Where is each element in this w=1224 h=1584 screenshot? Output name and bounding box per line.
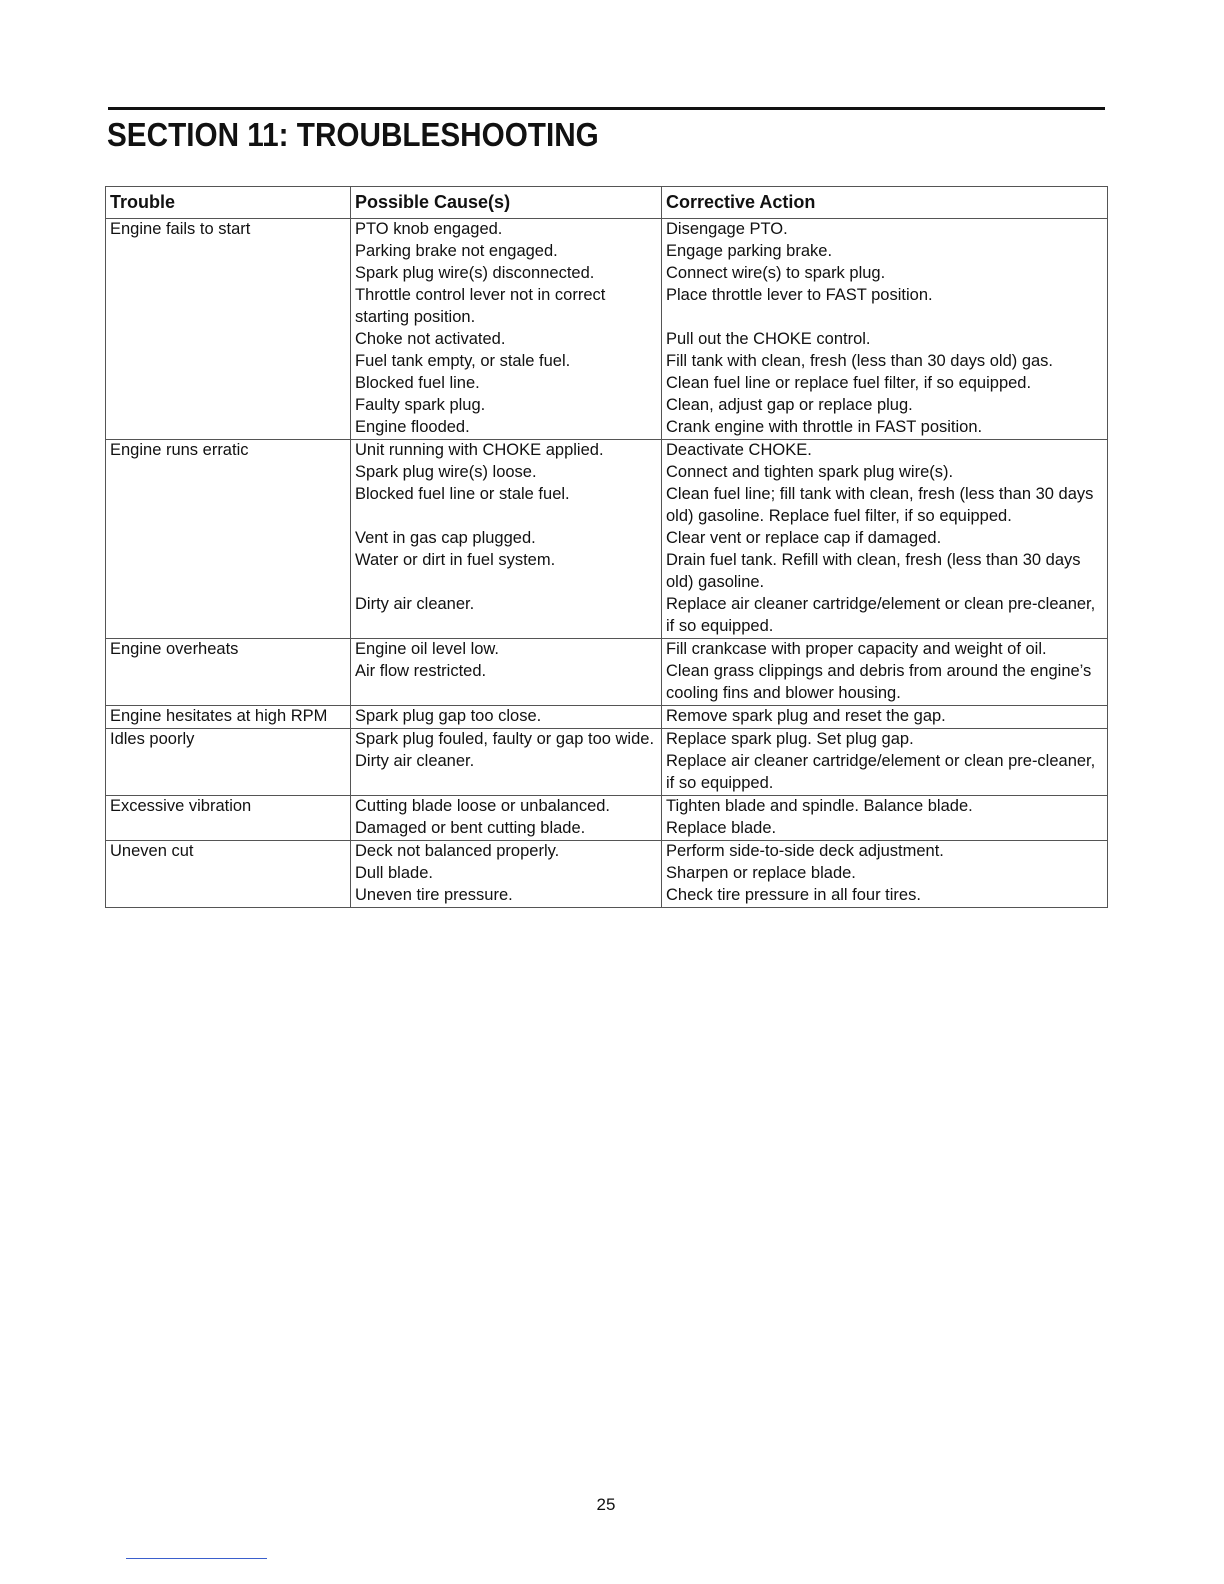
possible-cause: Spark plug gap too close. (355, 707, 542, 725)
possible-cause: Unit running with CHOKE applied. (355, 441, 604, 459)
corrective-action: Drain fuel tank. Refill with clean, fresh (less than 30 days old) gasoline. (666, 551, 1081, 591)
troubleshooting-table (105, 186, 1108, 908)
table-row (106, 440, 1108, 639)
corrective-action: Disengage PTO. (666, 220, 788, 238)
causes-cell (351, 841, 662, 908)
section-title: SECTION 11: TROUBLESHOOTING (107, 116, 599, 153)
trouble-cell: Idles poorly (106, 729, 351, 796)
possible-cause: Parking brake not engaged. (355, 242, 558, 260)
corrective-action: Pull out the CHOKE control. (666, 330, 871, 348)
corrective-action: Sharpen or replace blade. (666, 864, 856, 882)
causes-cell (351, 729, 662, 796)
corrective-action: Replace air cleaner cartridge/element or clean pre-cleaner, if so equipped. (666, 752, 1096, 792)
causes-cell (351, 796, 662, 841)
table-row (106, 639, 1108, 706)
page-number: 25 (596, 1495, 616, 1514)
corrective-action: Tighten blade and spindle. Balance blade. (666, 797, 973, 815)
possible-cause: Engine flooded. (355, 418, 470, 436)
possible-cause: Deck not balanced properly. (355, 842, 560, 860)
table-header-row (106, 187, 1108, 219)
possible-cause: Dirty air cleaner. (355, 752, 475, 770)
corrective-action: Deactivate CHOKE. (666, 441, 812, 459)
header-corrective-action: Corrective Action (662, 187, 1108, 219)
possible-cause: PTO knob engaged. (355, 220, 503, 238)
possible-cause: Spark plug wire(s) disconnected. (355, 264, 595, 282)
section-top-rule (108, 107, 1105, 110)
header-possible-causes: Possible Cause(s) (351, 187, 662, 219)
corrective-action: Fill crankcase with proper capacity and weight of oil. (666, 640, 1047, 658)
trouble-cell: Engine fails to start (106, 219, 351, 440)
corrective-action: Clean grass clippings and debris from around the engine’s cooling fins and blower housing. (666, 662, 1092, 702)
corrective-action: Connect and tighten spark plug wire(s). (666, 463, 954, 481)
trouble-cell: Excessive vibration (106, 796, 351, 841)
trouble-cell: Uneven cut (106, 841, 351, 908)
possible-cause: Spark plug wire(s) loose. (355, 463, 537, 481)
table-row (106, 729, 1108, 796)
causes-cell (351, 440, 662, 639)
possible-cause: Faulty spark plug. (355, 396, 486, 414)
corrective-action: Check tire pressure in all four tires. (666, 886, 921, 904)
corrective-action: Crank engine with throttle in FAST position. (666, 418, 983, 436)
possible-cause: Dull blade. (355, 864, 433, 882)
corrective-action: Replace blade. (666, 819, 777, 837)
causes-cell (351, 706, 662, 729)
possible-cause: Engine oil level low. (355, 640, 500, 658)
actions-cell (662, 729, 1108, 796)
table-row (106, 219, 1108, 440)
possible-cause: Spark plug fouled, faulty or gap too wide. (355, 730, 655, 748)
trouble-cell: Engine runs erratic (106, 440, 351, 639)
possible-cause: Water or dirt in fuel system. (355, 551, 556, 569)
corrective-action: Engage parking brake. (666, 242, 833, 260)
table-row (106, 796, 1108, 841)
possible-cause: Fuel tank empty, or stale fuel. (355, 352, 571, 370)
actions-cell (662, 440, 1108, 639)
trouble-cell: Engine overheats (106, 639, 351, 706)
corrective-action: Clean, adjust gap or replace plug. (666, 396, 913, 414)
corrective-action: Perform side-to-side deck adjustment. (666, 842, 944, 860)
corrective-action: Clear vent or replace cap if damaged. (666, 529, 942, 547)
actions-cell (662, 706, 1108, 729)
corrective-action: Clean fuel line or replace fuel filter, if so equipped. (666, 374, 1032, 392)
causes-cell (351, 639, 662, 706)
possible-cause: Throttle control lever not in correct starting position. (355, 286, 606, 326)
actions-cell (662, 841, 1108, 908)
possible-cause: Damaged or bent cutting blade. (355, 819, 586, 837)
actions-cell (662, 796, 1108, 841)
possible-cause: Choke not activated. (355, 330, 506, 348)
corrective-action: Fill tank with clean, fresh (less than 30 days old) gas. (666, 352, 1054, 370)
corrective-action: Replace spark plug. Set plug gap. (666, 730, 914, 748)
actions-cell (662, 219, 1108, 440)
header-trouble: Trouble (106, 187, 351, 219)
footer-rule (126, 1558, 267, 1559)
table-row (106, 841, 1108, 908)
causes-cell (351, 219, 662, 440)
corrective-action: Remove spark plug and reset the gap. (666, 707, 946, 725)
corrective-action: Clean fuel line; fill tank with clean, fresh (less than 30 days old) gasoline. Replace fuel filter, if so equipped. (666, 485, 1094, 525)
possible-cause: Blocked fuel line or stale fuel. (355, 485, 570, 503)
possible-cause: Blocked fuel line. (355, 374, 480, 392)
possible-cause: Cutting blade loose or unbalanced. (355, 797, 611, 815)
possible-cause: Air flow restricted. (355, 662, 487, 680)
possible-cause: Vent in gas cap plugged. (355, 529, 536, 547)
possible-cause: Dirty air cleaner. (355, 595, 475, 613)
corrective-action: Place throttle lever to FAST position. (666, 286, 933, 304)
corrective-action: Replace air cleaner cartridge/element or clean pre-cleaner, if so equipped. (666, 595, 1096, 635)
corrective-action: Connect wire(s) to spark plug. (666, 264, 886, 282)
possible-cause: Uneven tire pressure. (355, 886, 513, 904)
table-row (106, 706, 1108, 729)
trouble-cell: Engine hesitates at high RPM (106, 706, 351, 729)
actions-cell (662, 639, 1108, 706)
